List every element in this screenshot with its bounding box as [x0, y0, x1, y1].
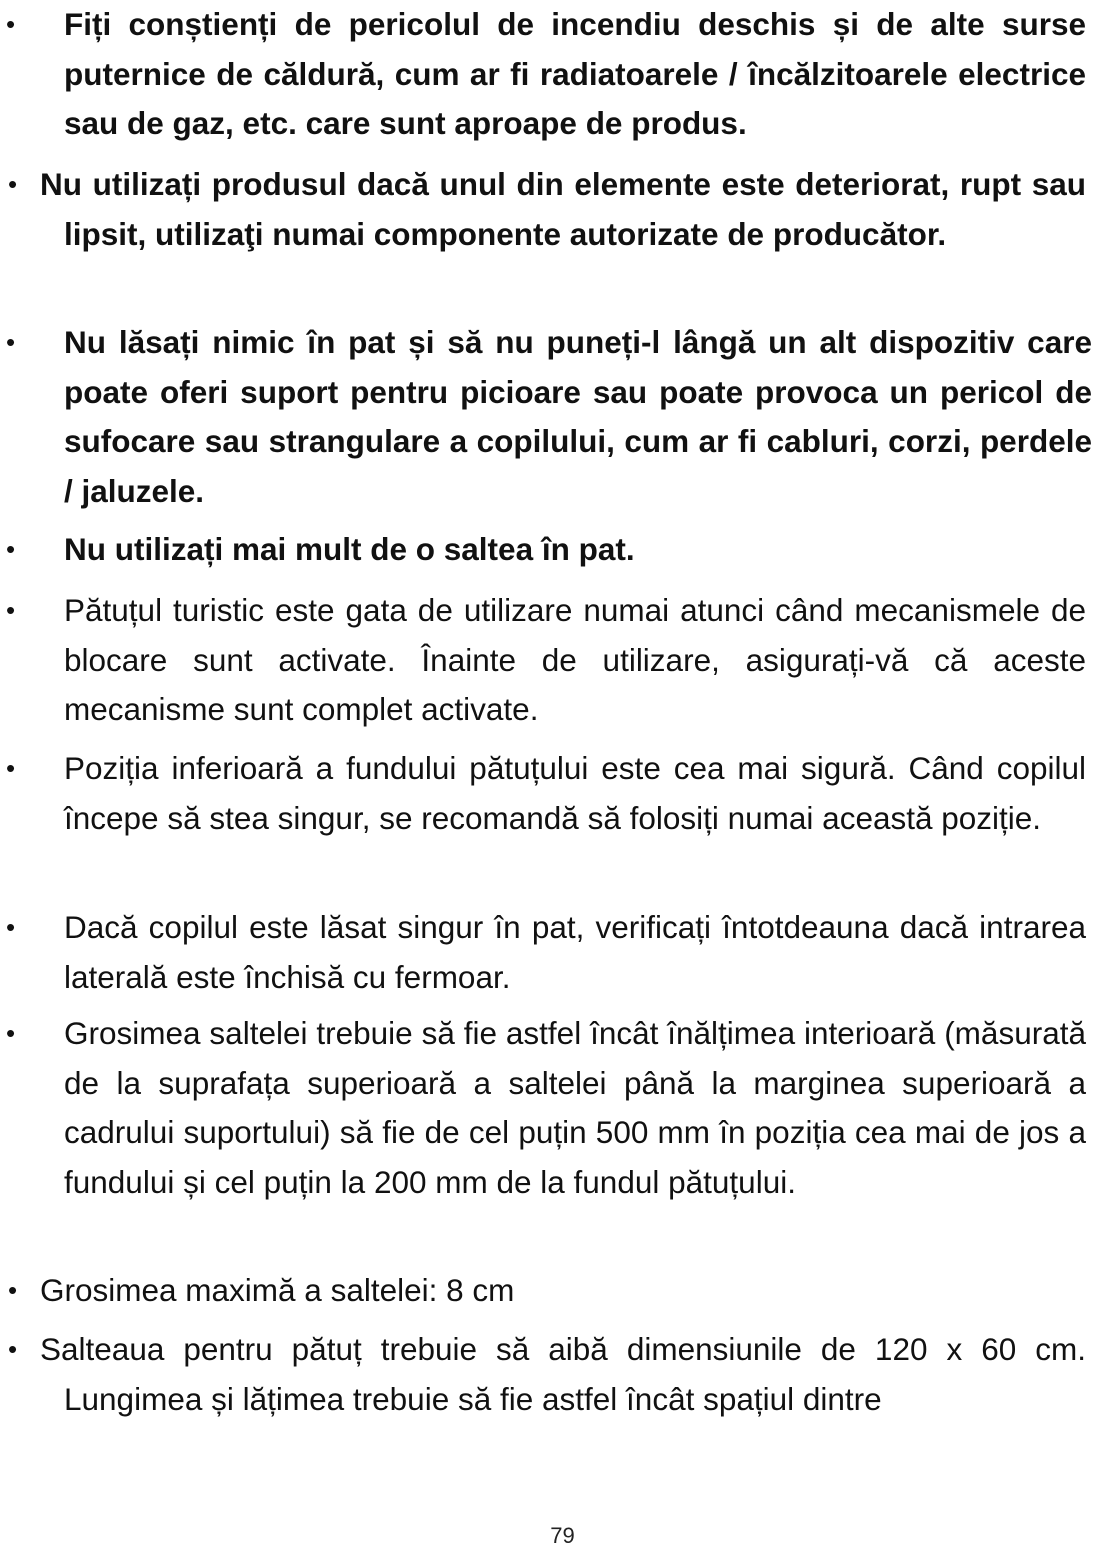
- bullet: •: [6, 1018, 16, 1048]
- list-item-text: Pătuțul turistic este gata de utilizare numai atunci când mecanismele de blocare sunt activate. Înainte de utilizare, asigurați-vă că aceste mecanisme sunt complet activate.: [64, 592, 1086, 727]
- list-item-text: Salteaua pentru pătuț trebuie să aibă dimensiunile de 120 x 60 cm. Lungimea și lățimea trebuie să fie astfel încât spațiul dintre: [40, 1331, 1086, 1417]
- bullet: •: [6, 912, 16, 942]
- list-item-text: Grosimea maximă a saltelei: 8 cm: [40, 1272, 515, 1308]
- bullet: •: [8, 1334, 18, 1364]
- list-item-text: Poziția inferioară a fundului pătuțului este cea mai sigură. Când copilul începe să stea singur, se recomandă să folosiți numai această poziție.: [64, 750, 1086, 836]
- bullet: •: [6, 534, 16, 564]
- bullet: •: [8, 1275, 18, 1305]
- list-item-text: Nu utilizați mai mult de o saltea în pat.: [64, 531, 635, 567]
- list-item-text: Dacă copilul este lăsat singur în pat, verificați întotdeauna dacă intrarea laterală este închisă cu fermoar.: [64, 909, 1086, 995]
- list-item-text: Nu lăsați nimic în pat și să nu puneți-l lângă un alt dispozitiv care poate oferi suport pentru picioare sau poate provoca un pericol de sufocare sau strangulare a copilului, cum ar fi cabluri, corzi, perdele / jaluzele.: [64, 324, 1092, 509]
- bullet: •: [6, 9, 16, 39]
- list-item-text: Nu utilizați produsul dacă unul din elemente este deteriorat, rupt sau lipsit, utilizaţi numai componente autorizate de producător.: [40, 166, 1086, 252]
- bullet: •: [8, 169, 18, 199]
- bullet: •: [6, 595, 16, 625]
- bullet: •: [6, 327, 16, 357]
- page-number: 79: [550, 1523, 575, 1548]
- list-item-text: Grosimea saltelei trebuie să fie astfel încât înălțimea interioară (măsurată de la suprafața superioară a saltelei până la marginea superioară a cadrului suportului) să fie de cel puțin 500 mm în poziția cea mai de jos a fundului și cel puțin la 200 mm de la fundul pătuțului.: [64, 1015, 1086, 1200]
- list-item-text: Fiți conștienți de pericolul de incendiu deschis și de alte surse puternice de căldură, cum ar fi radiatoarele / încălzitoarele electrice sau de gaz, etc. care sunt aproape de produs.: [64, 6, 1086, 141]
- bullet: •: [6, 753, 16, 783]
